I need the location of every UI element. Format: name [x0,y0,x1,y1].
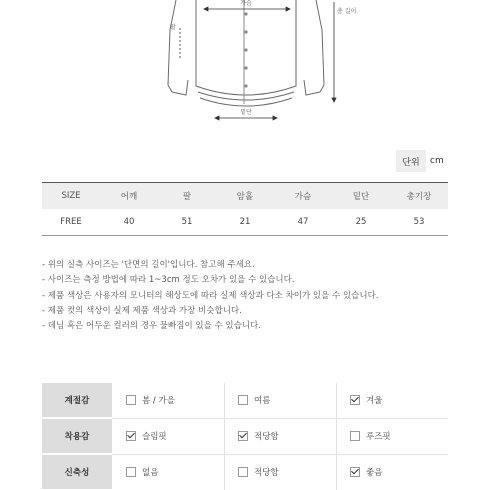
fit-option [126,455,236,489]
table-cell: 47 [297,217,309,227]
table-cell: 25 [355,217,367,227]
fit-label: 착용감 [42,419,112,453]
option-label: 루즈핏 [366,432,391,442]
unit-label: 단위 [396,150,426,172]
fit-option [126,419,236,453]
fit-option [126,383,236,417]
fit-option [238,419,348,453]
table-row [42,209,448,235]
size-table-header [42,183,448,209]
unit-indicator [396,150,456,172]
checkbox [238,467,248,477]
cardigan-illustration [0,0,490,122]
table-cell: 51 [181,217,193,227]
checkbox [350,467,360,477]
fit-option [350,383,460,417]
unit-value: cm [430,156,444,166]
fit-option [350,455,460,489]
hem-measure-label: 밑단 [240,109,252,116]
fit-label: 계절감 [42,383,112,417]
size-table [42,182,448,236]
header-cell: SIZE [61,191,81,201]
fit-row-comfort [42,419,448,453]
note-line: - 데님 혹은 어두운 컬러의 경우 물빠짐이 있을 수 있습니다. [42,321,261,332]
column-divider [224,383,225,490]
option-label: 좋음 [366,468,383,478]
chest-measure-label: 가슴 [240,0,252,7]
row-divider [112,454,448,455]
checkbox [126,431,136,441]
checkbox [238,431,248,441]
option-label: 봄 / 가을 [142,396,175,406]
checkbox [238,395,248,405]
row-divider [112,418,448,419]
option-label: 적당함 [254,468,279,478]
option-label: 겨울 [366,396,383,406]
header-cell: 암홀 [236,192,254,202]
size-diagram [0,0,490,122]
fit-label: 신축성 [42,455,112,489]
fit-option [350,419,460,453]
fit-row-stretch [42,455,448,489]
header-cell: 어깨 [120,192,138,202]
table-cell: FREE [60,217,82,227]
header-cell: 팔 [182,192,192,202]
header-cell: 밑단 [352,192,370,202]
length-measure-label: 총 길이 [337,8,357,15]
note-line: - 사이즈는 측정 방법에 따라 1~3cm 정도 오차가 있을 수 있습니다. [42,275,295,286]
option-label: 슬림핏 [142,432,167,442]
fit-option [238,455,348,489]
sleeve-measure-label: 팔 [170,24,176,31]
note-line: - 위의 실측 사이즈는 '단면의 길이'입니다. 참고해 주세요. [42,260,255,270]
note-line: - 제품 컷의 색상이 실제 제품 색상과 가장 비슷합니다. [42,305,242,316]
checkbox [126,395,136,405]
checkbox [350,431,360,441]
checkbox [350,395,360,405]
option-label: 적당함 [254,432,279,442]
size-notes [42,258,462,334]
header-cell: 가슴 [294,192,312,202]
fit-option [238,383,348,417]
note-line: - 제품 색상은 사용자의 모니터의 해상도에 따라 실제 색상과 다소 차이가 있을 수 있습니다. [42,290,379,301]
table-cell: 53 [413,217,425,227]
fit-row-season [42,383,448,417]
option-label: 여름 [254,396,271,406]
column-divider [336,383,337,490]
header-cell: 총기장 [406,192,432,202]
option-label: 없음 [142,468,159,478]
table-cell: 21 [239,217,251,227]
table-cell: 40 [123,217,135,227]
checkbox [126,467,136,477]
fit-table [42,383,448,490]
